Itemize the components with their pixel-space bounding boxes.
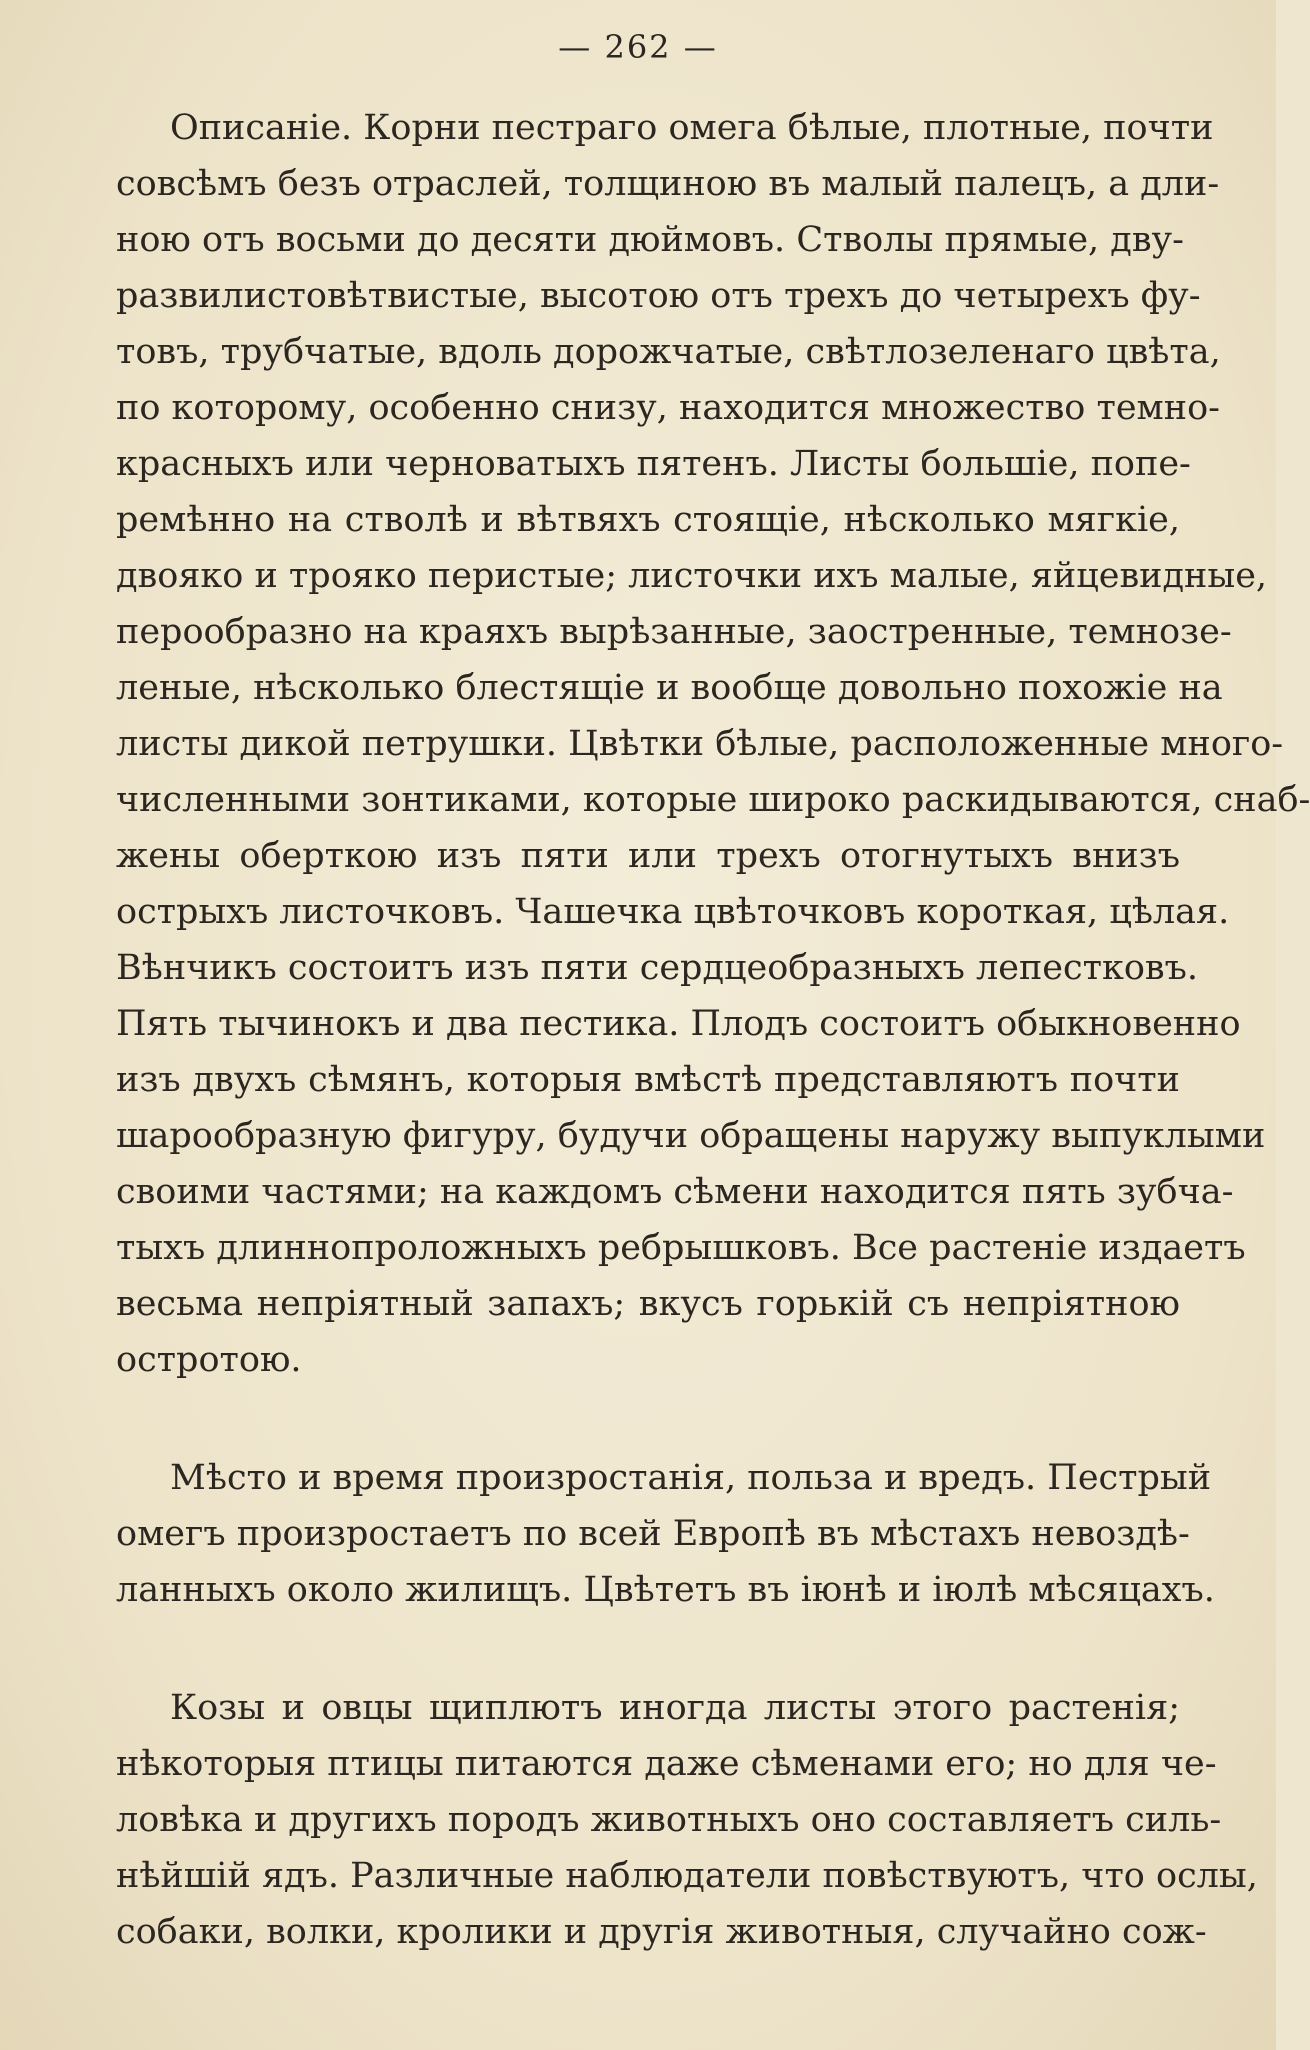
text-line: жены оберткою изъ пяти или трехъ отогнутыхъ внизъ: [116, 836, 1180, 876]
text-line: по которому, особенно снизу, находится множество темно-: [116, 388, 1221, 428]
text-line: ловѣка и другихъ породъ животныхъ оно составляетъ силь-: [116, 1800, 1222, 1840]
text-line: своими частями; на каждомъ сѣмени находится пять зубча-: [116, 1172, 1234, 1212]
text-line: товъ, трубчатые, вдоль дорожчатые, свѣтлозеленаго цвѣта,: [116, 332, 1221, 372]
text-line: собаки, волки, кролики и другія животныя, случайно сож-: [116, 1912, 1207, 1952]
text-line: Описаніе. Корни пестраго омега бѣлые, плотные, почти: [170, 108, 1214, 148]
text-line: ланныхъ около жилищъ. Цвѣтетъ въ іюнѣ и іюлѣ мѣсяцахъ.: [116, 1570, 1215, 1610]
text-line: ною отъ восьми до десяти дюймовъ. Стволы прямые, дву-: [116, 220, 1184, 260]
text-line: красныхъ или черноватыхъ пятенъ. Листы большіе, попе-: [116, 444, 1191, 484]
text-line: Козы и овцы щиплютъ иногда листы этого растенія;: [170, 1688, 1180, 1728]
text-line: омегъ произростаетъ по всей Европѣ въ мѣстахъ невоздѣ-: [116, 1514, 1190, 1554]
text-line: леные, нѣсколько блестящіе и вообще довольно похожіе на: [116, 668, 1223, 708]
text-line: совсѣмъ безъ отраслей, толщиною въ малый палецъ, а дли-: [116, 164, 1220, 204]
text-line: тыхъ длиннопроложныхъ ребрышковъ. Все растеніе издаетъ: [116, 1228, 1246, 1268]
page-number: — 262 —: [558, 28, 718, 66]
text-line: острыхъ листочковъ. Чашечка цвѣточковъ короткая, цѣлая.: [116, 892, 1230, 932]
text-line: нѣйшій ядъ. Различные наблюдатели повѣствуютъ, что ослы,: [116, 1856, 1258, 1896]
text-line: двояко и трояко перистые; листочки ихъ малые, яйцевидные,: [116, 556, 1268, 596]
text-line: весьма непріятный запахъ; вкусъ горькій съ непріятною: [116, 1284, 1180, 1324]
text-line: остротою.: [116, 1340, 302, 1380]
text-line: шарообразную фигуру, будучи обращены наружу выпуклыми: [116, 1116, 1266, 1156]
text-line: ремѣнно на стволѣ и вѣтвяхъ стоящіе, нѣсколько мягкіе,: [116, 500, 1180, 540]
text-line: Вѣнчикъ состоитъ изъ пяти сердцеобразныхъ лепестковъ.: [116, 948, 1199, 988]
text-line: Пять тычинокъ и два пестика. Плодъ состоитъ обыкновенно: [116, 1004, 1241, 1044]
text-line: изъ двухъ сѣмянъ, которыя вмѣстѣ представляютъ почти: [116, 1060, 1180, 1100]
text-line: численными зонтиками, которые широко раскидываются, снаб-: [116, 780, 1310, 820]
text-line: развилистовѣтвистые, высотою отъ трехъ до четырехъ фу-: [116, 276, 1201, 316]
text-line: перообразно на краяхъ вырѣзанные, заостренные, темнозе-: [116, 612, 1232, 652]
text-line: листы дикой петрушки. Цвѣтки бѣлые, расположенные много-: [116, 724, 1284, 764]
text-line: нѣкоторыя птицы питаются даже сѣменами его; но для че-: [116, 1744, 1217, 1784]
text-line: Мѣсто и время произростанія, польза и вредъ. Пестрый: [170, 1458, 1212, 1498]
